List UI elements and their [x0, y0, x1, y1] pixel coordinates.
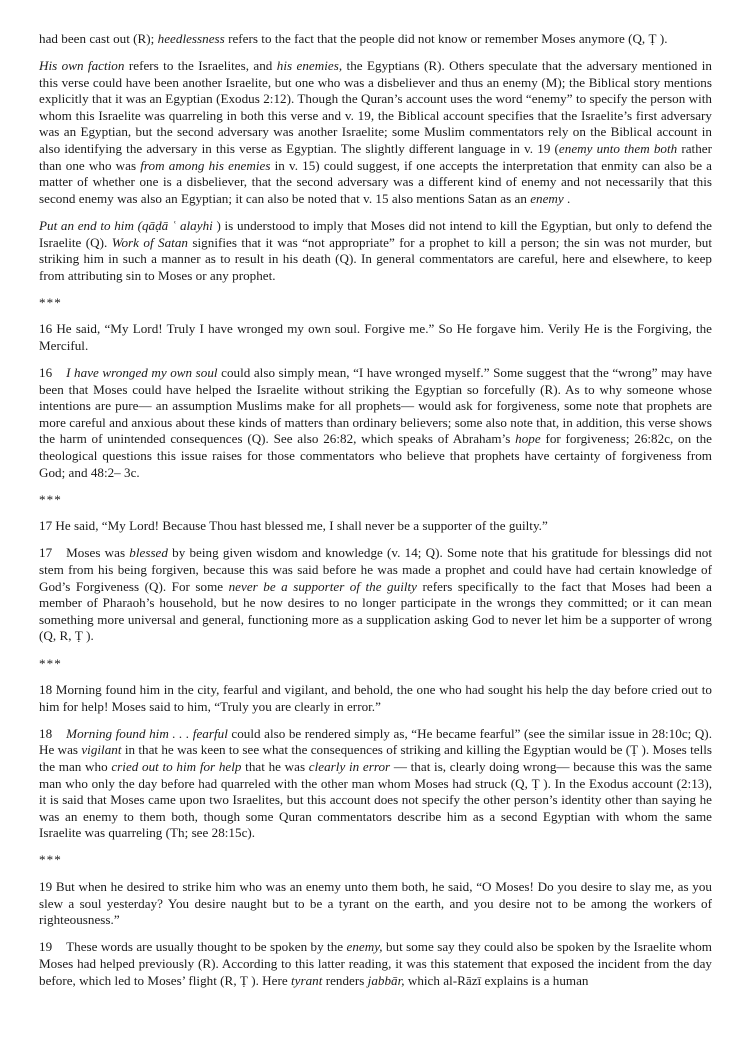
body-text: 17 He said, “My Lord! Because Thou hast blessed me, I shall never be a supporter of the guilty.” [39, 518, 548, 534]
section-separator [39, 656, 712, 673]
verse-text-paragraph [39, 879, 712, 929]
emphasis-text: Work of Satan [111, 234, 188, 250]
emphasis-text: jabbār, [367, 972, 405, 988]
section-separator [39, 852, 712, 869]
commentary-paragraph [39, 726, 712, 842]
verse-number: 16 [39, 365, 53, 381]
commentary-paragraph [39, 31, 712, 48]
commentary-paragraph [39, 545, 712, 645]
emphasis-text: tyrant [291, 972, 323, 988]
body-text: but some say they could also be spoken by the Israelite whom Moses had helped previously (R). According to this latter reading, it was this statement that exposed the incident from the day before, which led to Moses’ flight (R, Ṭ ). Here [39, 939, 712, 988]
verse-number: 19 [39, 939, 53, 955]
emphasis-text: His own faction [39, 58, 125, 74]
emphasis-text: I have wronged my own soul [66, 365, 218, 381]
body-text: refers to the fact that the people did not know or remember Moses anymore (Q, Ṭ ). [224, 31, 668, 46]
body-text: could also simply mean, “I have wronged myself.” Some suggest that the “wrong” may have been that Moses could have helped the Israelite without striking the Egyptian so forcefully (R). As to why someone whose intentions are pure— an assumption Muslims make for all prophets— would ask for forgiveness, some note that prophets are more careful and anxious about these kinds of matters than ordinary believers; some also note that, in addition, this verse shows the harm of unintended consequences (Q). See also 26:82, which speaks of Abraham’s [39, 365, 713, 447]
emphasis-text: cried out to him for help [111, 758, 242, 774]
verse-text-paragraph [39, 518, 712, 535]
body-text: *** [39, 655, 62, 671]
emphasis-text: vigilant [81, 742, 122, 758]
emphasis-text: hope [515, 431, 541, 447]
emphasis-text: heedlessness [157, 31, 225, 46]
body-text: 19 But when he desired to strike him who was an enemy unto them both, he said, “O Moses! Do you desire to slay me, as you slew a soul yesterday? You desire naught but to be a tyrant on the earth, and you desire not to be among the workers of righteousness.” [39, 879, 712, 928]
body-text: the Egyptians (R). Others speculate that the adversary mentioned in this verse could have been another Israelite, but one who was a disbeliever and thus an enemy (M); the Biblical story mentions explicitly that it was an Egyptian (Exodus 2:12). Though the Quran’s account uses the word “enemy” to specify the person with whom this Israelite was quarreling in both this verse and v. 19, the Biblical account specifies that the Israelite’s first adversary was an Egyptian, but the second adversary was another Israelite; some Muslim commentators rely on the Biblical account in also identifying the adversary in this verse as Egyptian. The slightly different language in v. 19 ( [39, 58, 712, 157]
body-text: could also be rendered simply as, “He became fearful” (see the similar issue in 28:10c; Q). He was [39, 725, 712, 758]
body-text: *** [39, 294, 62, 310]
body-text: refers to the Israelites, and [124, 58, 277, 74]
emphasis-text: enemy [530, 190, 564, 206]
body-text: 16 He said, “My Lord! Truly I have wronged my own soul. Forgive me.” So He forgave him. Verily He is the Forgiving, the Merciful. [39, 321, 712, 353]
verse-text-paragraph [39, 682, 712, 715]
verse-number: 18 [39, 725, 53, 741]
body-text: in v. 15) could suggest, if one accepts the interpretation that enmity can also be a matter of whether one is a disbeliever, that the second adversary was a different kind of enemy and not necessarily that this second enemy was also an Egyptian; it can also be noted that v. 15 also mentions Satan as an [39, 157, 713, 206]
body-text: . [563, 190, 571, 206]
commentary-paragraph [39, 939, 712, 989]
commentary-paragraph [39, 58, 712, 207]
body-text: had been cast out (R); [39, 31, 158, 46]
body-text: These words are usually thought to be spoken by the [66, 939, 347, 955]
body-text: signifies that it was “not appropriate” for a prophet to kill a person; the sin was not murder, but striking him in such a manner as to result in his death (Q). In general commentators are careful, here and elsewhere, to keep from attributing sin to Moses or any prophet. [39, 234, 713, 283]
body-text: by being given wisdom and knowledge (v. 14; Q). Some note that his gratitude for blessings did not stem from his being forgiven, because this was said before he was made a prophet and could have had certain knowledge of God’s Forgiveness (Q). For some [39, 545, 712, 594]
emphasis-text: never be a supporter of the guilty [228, 578, 417, 594]
body-text: *** [39, 852, 62, 868]
emphasis-text: Morning found him . . . fearful [66, 725, 228, 741]
body-text: in that he was keen to see what the consequences of striking and killing the Egyptian would be (Ṭ ). Moses tells the man who [39, 742, 712, 774]
section-separator [39, 492, 712, 509]
commentary-paragraph [39, 365, 712, 481]
verse-number: 17 [39, 545, 53, 561]
emphasis-text: blessed [129, 545, 168, 561]
emphasis-text: Put an end to him (qāḍā ʿ alayhi [39, 217, 213, 233]
body-text: renders [322, 972, 368, 988]
body-text: that he was [241, 758, 309, 774]
verse-text-paragraph [39, 321, 712, 354]
emphasis-text: enemy unto them both [558, 141, 678, 157]
page-text-column [39, 31, 712, 989]
body-text: — that is, clearly doing wrong— because this was the same man who only the day before had quarreled with the other man whom Moses had struck (Q, Ṭ ). In the Exodus account (2:13), it is said that Moses came upon two Israelites, but this account does not specify the other person’s identity other than saying he was an enemy to them both, though some Quran commentators describe him as a second Egyptian with whom the same Israelite was quarreling (Th; see 28:15c). [39, 758, 712, 841]
emphasis-text: from among his enemies [140, 157, 271, 173]
emphasis-text: enemy, [346, 939, 383, 955]
body-text: for forgiveness; 26:82c, on the theological questions this issue raises for those commentators who believe that prophets have certainty of forgiveness from God; and 48:2– 3c. [39, 431, 712, 480]
emphasis-text: clearly in error [308, 758, 391, 774]
body-text: refers specifically to the fact that Moses had been a member of Pharaoh’s household, but he now desires to no longer participate in the wrongs they committed; or it can mean something more universal and general, functioning more as a supplication asking God to never let him be a supporter of wrong (Q, R, Ṭ ). [39, 578, 712, 644]
commentary-paragraph [39, 218, 712, 284]
body-text: 18 Morning found him in the city, fearful and vigilant, and behold, the one who had sought his help the day before cried out to him for help! Moses said to him, “Truly you are clearly in error.” [39, 682, 712, 714]
emphasis-text: his enemies, [276, 58, 343, 74]
body-text: rather than one who was [39, 141, 712, 173]
body-text: which al-Rāzī explains is a human [404, 972, 589, 988]
section-separator [39, 295, 712, 312]
body-text: Moses was [66, 545, 130, 561]
body-text: ) is understood to imply that Moses did not intend to kill the Egyptian, but only to defend the Israelite (Q). [39, 217, 712, 250]
body-text: *** [39, 491, 62, 507]
